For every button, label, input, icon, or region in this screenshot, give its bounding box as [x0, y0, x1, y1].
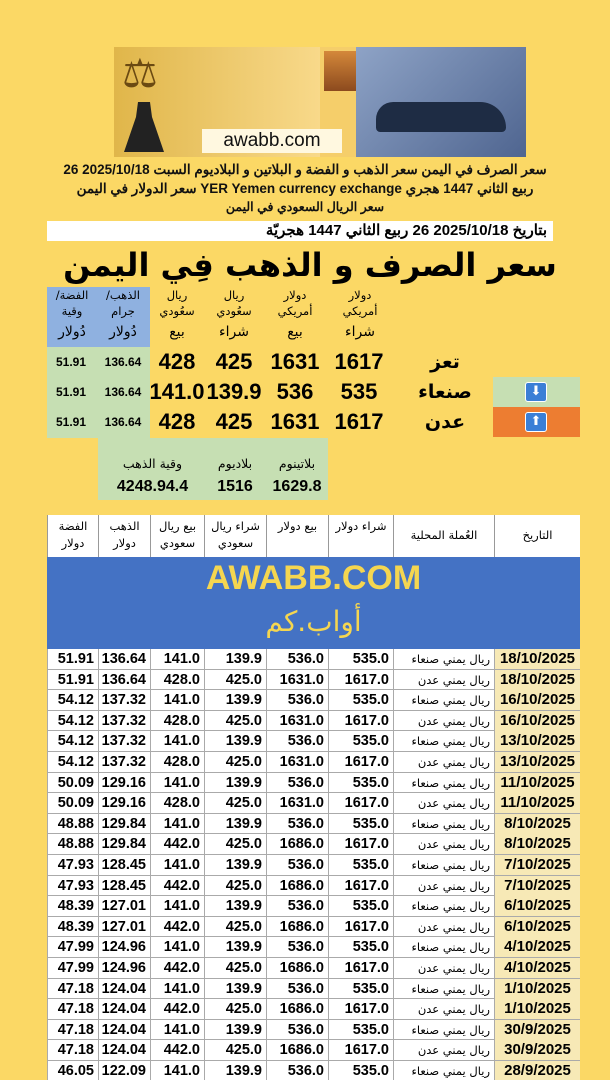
headline-line-3: سعر الريال السعودي في اليمن [225, 200, 385, 214]
cell-gold: 129.84 [98, 814, 150, 834]
aden-silver: 51.91 [55, 415, 87, 429]
table-row [47, 1061, 580, 1080]
cell-sar-buy: 139.9 [204, 814, 266, 834]
cell-currency: ريال يمني صنعاء [393, 896, 494, 916]
cell-silver: 54.12 [47, 690, 98, 710]
cell-date: 7/10/2025 [494, 855, 580, 875]
cell-sar-buy: 425.0 [204, 876, 266, 896]
table-row [47, 1020, 580, 1041]
cell-usd-buy: 535.0 [328, 773, 393, 793]
cell-date: 30/9/2025 [494, 1040, 580, 1060]
cell-usd-buy: 535.0 [328, 690, 393, 710]
cell-sar-buy: 425.0 [204, 999, 266, 1019]
cell-usd-buy: 535.0 [328, 979, 393, 999]
table-row [47, 876, 580, 897]
table-row [47, 937, 580, 958]
cell-gold: 136.64 [98, 649, 150, 669]
table-row [47, 855, 580, 876]
cell-silver: 47.99 [47, 937, 98, 957]
table-row [47, 979, 580, 1000]
cell-gold: 128.45 [98, 876, 150, 896]
table-row [47, 752, 580, 773]
th-currency: العُملة المحلية [393, 515, 494, 557]
cell-sar-buy: 139.9 [204, 649, 266, 669]
brand-banner [47, 557, 580, 649]
cell-sar-sell: 442.0 [150, 876, 204, 896]
cell-date: 11/10/2025 [494, 773, 580, 793]
aden-trend [493, 407, 580, 437]
cell-silver: 47.99 [47, 958, 98, 978]
cell-currency: ريال يمني عدن [393, 752, 494, 772]
taiz-silver: 51.91 [55, 355, 87, 369]
taiz-gold: 136.64 [104, 355, 142, 369]
col-silver: الفضة/ وقية دُولار [55, 288, 89, 340]
cell-usd-buy: 535.0 [328, 937, 393, 957]
history-table [47, 649, 580, 1080]
cell-sar-sell: 442.0 [150, 1040, 204, 1060]
cell-sar-sell: 141.0 [150, 814, 204, 834]
cell-usd-buy: 1617.0 [328, 876, 393, 896]
cell-date: 18/10/2025 [494, 670, 580, 690]
cell-gold: 129.16 [98, 773, 150, 793]
cell-sar-buy: 425.0 [204, 958, 266, 978]
cell-sar-buy: 425.0 [204, 711, 266, 731]
cell-sar-sell: 428.0 [150, 711, 204, 731]
cell-silver: 54.12 [47, 731, 98, 751]
sanaa-trend [493, 377, 580, 407]
gold-oz-value: 4248.94.4 [116, 478, 189, 495]
table-row [47, 917, 580, 938]
sanaa-gold: 136.64 [104, 385, 142, 399]
cell-date: 13/10/2025 [494, 752, 580, 772]
cell-currency: ريال يمني عدن [393, 711, 494, 731]
cell-usd-sell: 1686.0 [266, 999, 328, 1019]
cell-gold: 128.45 [98, 855, 150, 875]
cell-sar-sell: 141.0 [150, 773, 204, 793]
cell-silver: 48.39 [47, 896, 98, 916]
sanaa-usd-sell: 536 [276, 379, 314, 404]
cell-currency: ريال يمني صنعاء [393, 855, 494, 875]
cell-sar-buy: 139.9 [204, 1020, 266, 1040]
cell-silver: 54.12 [47, 752, 98, 772]
cell-usd-buy: 535.0 [328, 731, 393, 751]
table-row [47, 814, 580, 835]
platinum-value: 1629.8 [272, 478, 322, 495]
cell-date: 18/10/2025 [494, 649, 580, 669]
cell-sar-buy: 425.0 [204, 1040, 266, 1060]
cell-date: 13/10/2025 [494, 731, 580, 751]
aden-usd-buy: 1617 [334, 409, 384, 434]
cell-date: 4/10/2025 [494, 958, 580, 978]
cell-usd-buy: 1617.0 [328, 711, 393, 731]
palladium-label: بلاديوم [217, 456, 253, 471]
table-row [47, 731, 580, 752]
cell-sar-buy: 425.0 [204, 752, 266, 772]
th-sar-sell: بيع ريال سعودي [150, 515, 204, 557]
th-gold: الذهب دولار [98, 515, 150, 557]
cell-usd-buy: 1617.0 [328, 999, 393, 1019]
cell-sar-sell: 141.0 [150, 1020, 204, 1040]
aden-usd-sell: 1631 [270, 409, 320, 434]
cell-usd-sell: 536.0 [266, 979, 328, 999]
cell-usd-buy: 1617.0 [328, 793, 393, 813]
cell-sar-sell: 442.0 [150, 958, 204, 978]
cell-usd-sell: 536.0 [266, 731, 328, 751]
table-row [47, 793, 580, 814]
cell-usd-sell: 536.0 [266, 937, 328, 957]
sanaa-usd-buy: 535 [340, 379, 378, 404]
cell-usd-sell: 1686.0 [266, 917, 328, 937]
cell-silver: 47.18 [47, 1020, 98, 1040]
cell-currency: ريال يمني عدن [393, 876, 494, 896]
taiz-sar-sell: 428 [158, 349, 196, 374]
taiz-usd-buy: 1617 [334, 349, 384, 374]
cell-usd-buy: 535.0 [328, 896, 393, 916]
cell-gold: 129.84 [98, 834, 150, 854]
platinum-label: بلاتينوم [278, 456, 316, 471]
cell-silver: 50.09 [47, 773, 98, 793]
cell-usd-sell: 536.0 [266, 1020, 328, 1040]
cell-date: 8/10/2025 [494, 814, 580, 834]
cell-usd-sell: 1631.0 [266, 752, 328, 772]
col-usd-sell: دولار أمريكي بيع [277, 288, 313, 340]
cell-silver: 51.91 [47, 649, 98, 669]
cell-sar-buy: 139.9 [204, 773, 266, 793]
cell-silver: 47.93 [47, 855, 98, 875]
cell-date: 16/10/2025 [494, 711, 580, 731]
cell-usd-sell: 536.0 [266, 1061, 328, 1080]
cell-silver: 47.18 [47, 1040, 98, 1060]
aden-sar-sell: 428 [158, 409, 196, 434]
cell-currency: ريال يمني صنعاء [393, 690, 494, 710]
cell-date: 16/10/2025 [494, 690, 580, 710]
page-headline [40, 160, 570, 217]
cell-usd-buy: 1617.0 [328, 752, 393, 772]
sanaa-sar-buy: 139.9 [206, 379, 262, 404]
table-row [47, 711, 580, 732]
cell-silver: 51.91 [47, 670, 98, 690]
col-gold: الذهب/ جرام دُولار [106, 288, 140, 340]
cell-sar-sell: 141.0 [150, 649, 204, 669]
sanaa-sar-sell: 141.0 [149, 379, 205, 404]
cell-sar-sell: 141.0 [150, 690, 204, 710]
cell-usd-sell: 536.0 [266, 855, 328, 875]
cell-sar-sell: 141.0 [150, 937, 204, 957]
aden-sar-buy: 425 [215, 409, 253, 434]
cell-gold: 137.32 [98, 752, 150, 772]
cell-sar-buy: 425.0 [204, 793, 266, 813]
cell-sar-buy: 139.9 [204, 731, 266, 751]
cell-currency: ريال يمني عدن [393, 793, 494, 813]
cell-usd-buy: 1617.0 [328, 834, 393, 854]
table-row [47, 896, 580, 917]
th-usd-sell: بيع دولار [266, 515, 328, 557]
cell-gold: 124.96 [98, 937, 150, 957]
cell-date: 7/10/2025 [494, 876, 580, 896]
table-row [47, 1040, 580, 1061]
taiz-usd-sell: 1631 [270, 349, 320, 374]
cell-silver: 47.18 [47, 999, 98, 1019]
cell-currency: ريال يمني صنعاء [393, 649, 494, 669]
cell-usd-buy: 1617.0 [328, 958, 393, 978]
table-row [47, 773, 580, 794]
cell-sar-sell: 141.0 [150, 896, 204, 916]
cell-usd-buy: 1617.0 [328, 1040, 393, 1060]
cell-sar-sell: 141.0 [150, 855, 204, 875]
date-bar: بتاريخ 2025/10/18 26 ربيع الثاني 1447 هجريّة [47, 221, 553, 241]
th-sar-buy: شراء ريال سعودي [204, 515, 266, 557]
th-usd-buy: شراء دولار [328, 515, 393, 557]
cell-usd-sell: 1631.0 [266, 711, 328, 731]
cell-silver: 47.18 [47, 979, 98, 999]
cell-usd-sell: 1631.0 [266, 670, 328, 690]
taiz-sar-buy: 425 [215, 349, 253, 374]
cell-sar-sell: 141.0 [150, 1061, 204, 1080]
cell-sar-buy: 139.9 [204, 979, 266, 999]
cell-silver: 47.93 [47, 876, 98, 896]
cell-date: 1/10/2025 [494, 999, 580, 1019]
cell-sar-buy: 425.0 [204, 917, 266, 937]
cell-currency: ريال يمني صنعاء [393, 979, 494, 999]
page-title: سعر الصرف و الذهب فِي اليمن [63, 246, 557, 284]
cell-currency: ريال يمني عدن [393, 999, 494, 1019]
cell-gold: 129.16 [98, 793, 150, 813]
cell-currency: ريال يمني صنعاء [393, 1061, 494, 1080]
cell-gold: 127.01 [98, 896, 150, 916]
sanaa-silver: 51.91 [55, 385, 87, 399]
cell-usd-sell: 536.0 [266, 773, 328, 793]
cell-gold: 124.04 [98, 999, 150, 1019]
col-sar-sell: ريال سعُودي بيع [159, 288, 195, 340]
cell-usd-sell: 1686.0 [266, 1040, 328, 1060]
cell-sar-buy: 139.9 [204, 937, 266, 957]
cell-usd-sell: 1686.0 [266, 834, 328, 854]
banner-site-label: awabb.com [202, 129, 342, 153]
col-sar-buy: ريال سعُودي شراء [216, 288, 252, 340]
cell-date: 28/9/2025 [494, 1061, 580, 1080]
city-sanaa: صنعاء [418, 381, 472, 403]
table-row [47, 834, 580, 855]
brand-ar: أواب.كم [265, 605, 362, 638]
cell-gold: 124.04 [98, 1040, 150, 1060]
cell-currency: ريال يمني صنعاء [393, 773, 494, 793]
table-row [47, 958, 580, 979]
cell-sar-sell: 428.0 [150, 752, 204, 772]
arrow-up-icon: ⬆ [525, 412, 547, 432]
aden-gold: 136.64 [104, 415, 142, 429]
headline-line-1: سعر الصرف في اليمن سعر الذهب و الفضة و البلاتين و البلاديوم السبت 2025/10/18 26 [63, 162, 547, 177]
cell-silver: 54.12 [47, 711, 98, 731]
cell-gold: 136.64 [98, 670, 150, 690]
cell-gold: 127.01 [98, 917, 150, 937]
city-aden: عدن [424, 411, 466, 433]
cell-sar-buy: 139.9 [204, 690, 266, 710]
cell-sar-buy: 139.9 [204, 896, 266, 916]
col-usd-buy: دولار أمريكي شراء [342, 288, 378, 340]
cell-usd-sell: 536.0 [266, 896, 328, 916]
cell-gold: 137.32 [98, 711, 150, 731]
cell-sar-sell: 428.0 [150, 670, 204, 690]
cell-sar-buy: 425.0 [204, 834, 266, 854]
cell-usd-sell: 1686.0 [266, 958, 328, 978]
cell-silver: 48.39 [47, 917, 98, 937]
car-icon [356, 47, 526, 157]
cell-date: 11/10/2025 [494, 793, 580, 813]
cell-sar-sell: 442.0 [150, 834, 204, 854]
cell-date: 4/10/2025 [494, 937, 580, 957]
scale-icon: ⚖ [122, 51, 158, 97]
cell-currency: ريال يمني صنعاء [393, 731, 494, 751]
cell-currency: ريال يمني عدن [393, 958, 494, 978]
cell-gold: 124.04 [98, 979, 150, 999]
cell-currency: ريال يمني صنعاء [393, 814, 494, 834]
cell-date: 8/10/2025 [494, 834, 580, 854]
cell-silver: 46.05 [47, 1061, 98, 1080]
cell-sar-sell: 442.0 [150, 999, 204, 1019]
cell-gold: 137.32 [98, 731, 150, 751]
cell-usd-sell: 1686.0 [266, 876, 328, 896]
cell-sar-sell: 442.0 [150, 917, 204, 937]
cell-currency: ريال يمني عدن [393, 670, 494, 690]
cell-sar-buy: 425.0 [204, 670, 266, 690]
cell-sar-sell: 428.0 [150, 793, 204, 813]
cell-usd-buy: 1617.0 [328, 670, 393, 690]
cell-currency: ريال يمني عدن [393, 917, 494, 937]
th-silver: الفضة دولار [47, 515, 98, 557]
cell-usd-buy: 535.0 [328, 1061, 393, 1080]
gold-oz-label: وقية الذهب [122, 456, 183, 471]
cell-usd-sell: 536.0 [266, 690, 328, 710]
cell-sar-buy: 139.9 [204, 855, 266, 875]
cell-gold: 137.32 [98, 690, 150, 710]
palladium-value: 1516 [217, 478, 253, 495]
cell-usd-sell: 536.0 [266, 649, 328, 669]
cell-sar-buy: 139.9 [204, 1061, 266, 1080]
cell-usd-buy: 535.0 [328, 855, 393, 875]
banner-image [114, 47, 526, 157]
cell-sar-sell: 141.0 [150, 731, 204, 751]
cell-silver: 50.09 [47, 793, 98, 813]
cell-date: 1/10/2025 [494, 979, 580, 999]
cell-silver: 48.88 [47, 814, 98, 834]
cell-silver: 48.88 [47, 834, 98, 854]
cell-currency: ريال يمني عدن [393, 1040, 494, 1060]
cell-date: 6/10/2025 [494, 917, 580, 937]
cell-gold: 122.09 [98, 1061, 150, 1080]
table-row [47, 670, 580, 691]
cell-usd-sell: 536.0 [266, 814, 328, 834]
table-row [47, 999, 580, 1020]
table-row [47, 690, 580, 711]
cell-usd-sell: 1631.0 [266, 793, 328, 813]
cell-usd-buy: 535.0 [328, 649, 393, 669]
cell-currency: ريال يمني صنعاء [393, 1020, 494, 1040]
cell-gold: 124.96 [98, 958, 150, 978]
cell-usd-buy: 1617.0 [328, 917, 393, 937]
cell-usd-buy: 535.0 [328, 1020, 393, 1040]
headline-line-2: ربيع الثاني 1447 هجري YER Yemen currency exchange سعر الدولار في اليمن [76, 181, 534, 196]
city-taiz: تعز [430, 351, 460, 373]
cell-usd-buy: 535.0 [328, 814, 393, 834]
brand-en: AWABB.COM [205, 559, 422, 597]
cell-currency: ريال يمني صنعاء [393, 937, 494, 957]
cell-sar-sell: 141.0 [150, 979, 204, 999]
arrow-down-icon: ⬇ [525, 382, 547, 402]
cell-date: 6/10/2025 [494, 896, 580, 916]
th-date: التاريخ [494, 515, 580, 557]
cell-currency: ريال يمني عدن [393, 834, 494, 854]
cell-date: 30/9/2025 [494, 1020, 580, 1040]
cell-gold: 124.04 [98, 1020, 150, 1040]
table-row [47, 649, 580, 670]
